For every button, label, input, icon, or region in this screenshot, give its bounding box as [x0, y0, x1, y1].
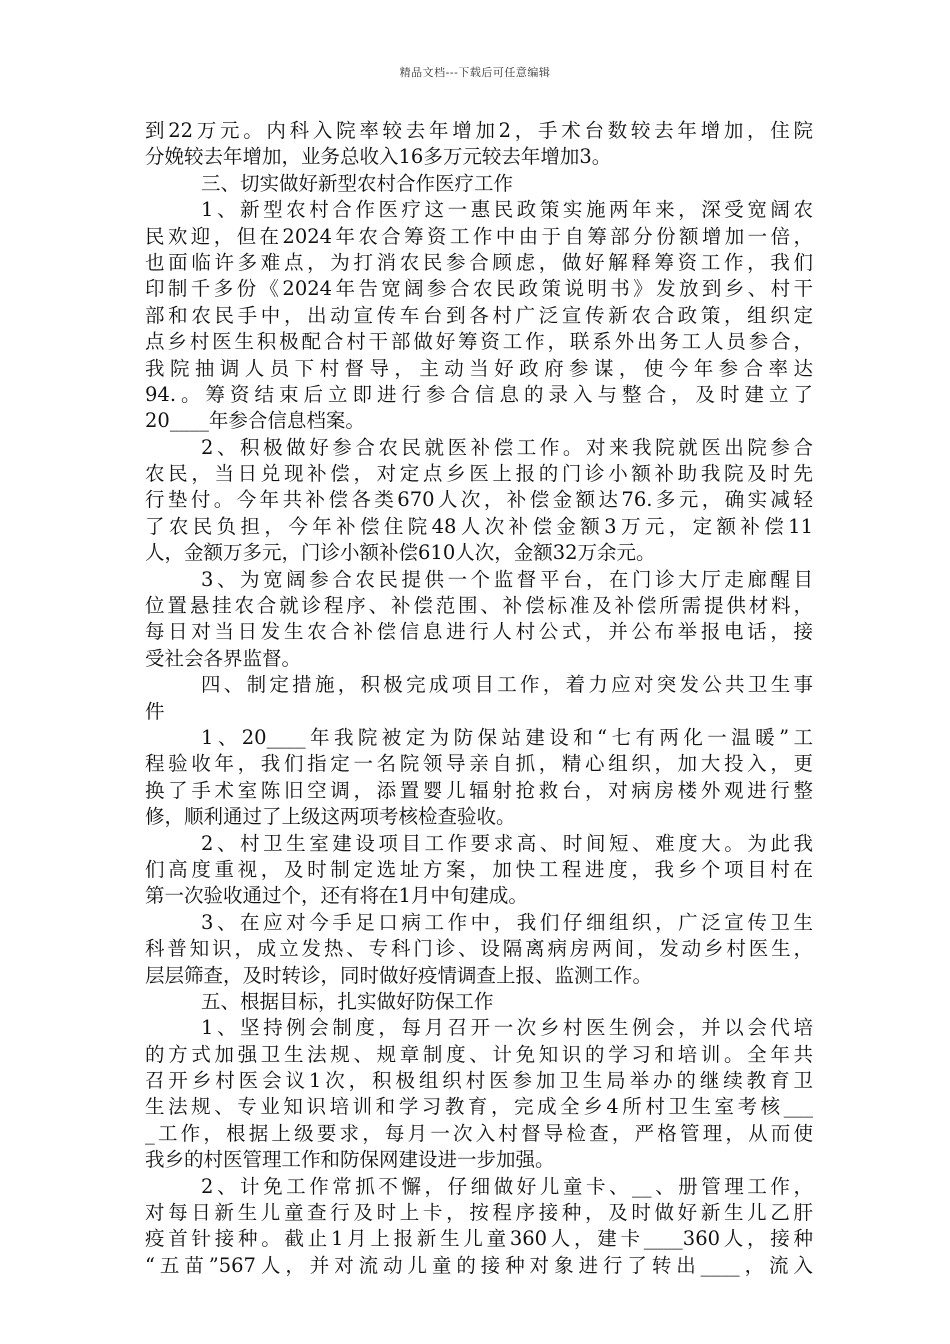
text-line: 换了手术室陈旧空调，添置婴儿辐射抢救台，对病房楼外观进行整: [145, 778, 813, 802]
text-line: 每日对当日发生农合补偿信息进行人村公式，并公布举报电话，接: [145, 620, 813, 644]
text-line: 生法规、专业知识培训和学习教育，完成全乡4所村卫生室考核___: [145, 1095, 813, 1119]
text-line: 召开乡村医会议1次，积极组织村医参加卫生局举办的继续教育卫: [145, 1069, 813, 1093]
text-line: 位置悬挂农合就诊程序、补偿范围、补偿标准及补偿所需提供材料，: [145, 594, 813, 618]
text-line: 2、计免工作常抓不懈，仔细做好儿童卡、__、册管理工作，: [201, 1174, 813, 1198]
text-line: 94.。筹资结束后立即进行参合信息的录入与整合，及时建立了: [145, 382, 813, 406]
text-line: 也面临许多难点，为打消农民参合顾虑，做好解释筹资工作，我们: [145, 250, 813, 274]
text-line: 四、制定措施，积极完成项目工作，着力应对突发公共卫生事: [201, 673, 813, 697]
text-line: 们高度重视，及时制定选址方案，加快工程进度，我乡个项目村在: [145, 857, 813, 881]
text-line: 第一次验收通过个，还有将在1月中旬建成。: [145, 884, 528, 908]
text-line: 的方式加强卫生法规、规章制度、计免知识的学习和培训。全年共: [145, 1042, 813, 1066]
document-body: [145, 118, 813, 1279]
page-header: 精品文档---下载后可任意编辑: [399, 66, 551, 79]
text-line: 农民，当日兑现补偿，对定点乡医上报的门诊小额补助我院及时先: [145, 462, 813, 486]
text-line: 到22万元。内科入院率较去年增加2，手术台数较去年增加，住院: [145, 119, 813, 142]
text-line: 件: [145, 699, 165, 723]
text-line: 受社会各界监督。: [145, 646, 302, 670]
text-line: 1、新型农村合作医疗这一惠民政策实施两年来，深受宽阔农: [201, 198, 813, 222]
text-line: 印制千多份《2024年告宽阔参合农民政策说明书》发放到乡、村干: [145, 277, 813, 301]
text-line: 点乡村医生积极配合村干部做好筹资工作，联系外出务工人员参合，: [145, 330, 813, 354]
text-line: 3、为宽阔参合农民提供一个监督平台，在门诊大厅走廊醒目: [201, 567, 813, 591]
text-line: 修，顺利通过了上级这两项考核检查验收。: [145, 805, 516, 829]
text-line: _工作，根据上级要求，每月一次入村督导检查，严格管理，从而使: [145, 1121, 813, 1145]
text-line: 了农民负担，今年补偿住院48人次补偿金额3万元，定额补偿11: [145, 514, 813, 538]
text-line: 人，金额万多元，门诊小额补偿610人次，金额32万余元。: [145, 541, 656, 565]
text-line: 对每日新生儿童查行及时上卡，按程序接种，及时做好新生儿乙肝: [145, 1201, 813, 1225]
text-line: 20____年参合信息档案。: [145, 409, 365, 433]
text-line: 分娩较去年增加，业务总收入16多万元较去年增加3。: [145, 145, 612, 169]
text-line: “五苗”567人，并对流动儿童的接种对象进行了转出____，流入: [145, 1253, 813, 1277]
text-line: 行垫付。今年共补偿各类670人次，补偿金额达76.多元，确实减轻: [145, 488, 813, 512]
text-line: 部和农民手中，出动宣传车台到各村广泛宣传新农合政策，组织定: [145, 303, 813, 327]
text-line: 我院抽调人员下村督导，主动当好政府参谋，使今年参合率达: [145, 356, 813, 380]
text-line: 层层筛查，及时转诊，同时做好疫情调查上报、监测工作。: [145, 963, 653, 987]
text-line: 1、坚持例会制度，每月召开一次乡村医生例会，并以会代培: [201, 1016, 813, 1040]
text-line: 三、切实做好新型农村合作医疗工作: [201, 171, 514, 195]
text-line: 五、根据目标，扎实做好防保工作: [201, 989, 494, 1013]
text-line: 程验收年，我们指定一名院领导亲自抓，精心组织，加大投入，更: [145, 752, 813, 776]
text-line: 我乡的村医管理工作和防保网建设进一步加强。: [145, 1148, 555, 1172]
text-line: 2、积极做好参合农民就医补偿工作。对来我院就医出院参合: [201, 435, 813, 459]
text-line: 3、在应对今手足口病工作中，我们仔细组织，广泛宣传卫生: [201, 910, 813, 934]
text-line: 1、20____年我院被定为防保站建设和“七有两化一温暖”工: [201, 725, 813, 749]
text-line: 民欢迎，但在2024年农合筹资工作中由于自筹部分份额增加一倍，: [145, 224, 813, 248]
text-line: 2、村卫生室建设项目工作要求高、时间短、难度大。为此我: [201, 831, 813, 855]
text-line: 疫首针接种。截止1月上报新生儿童360人，建卡____360人，接种: [145, 1227, 813, 1251]
text-line: 科普知识，成立发热、专科门诊、设隔离病房两间，发动乡村医生，: [145, 937, 813, 961]
